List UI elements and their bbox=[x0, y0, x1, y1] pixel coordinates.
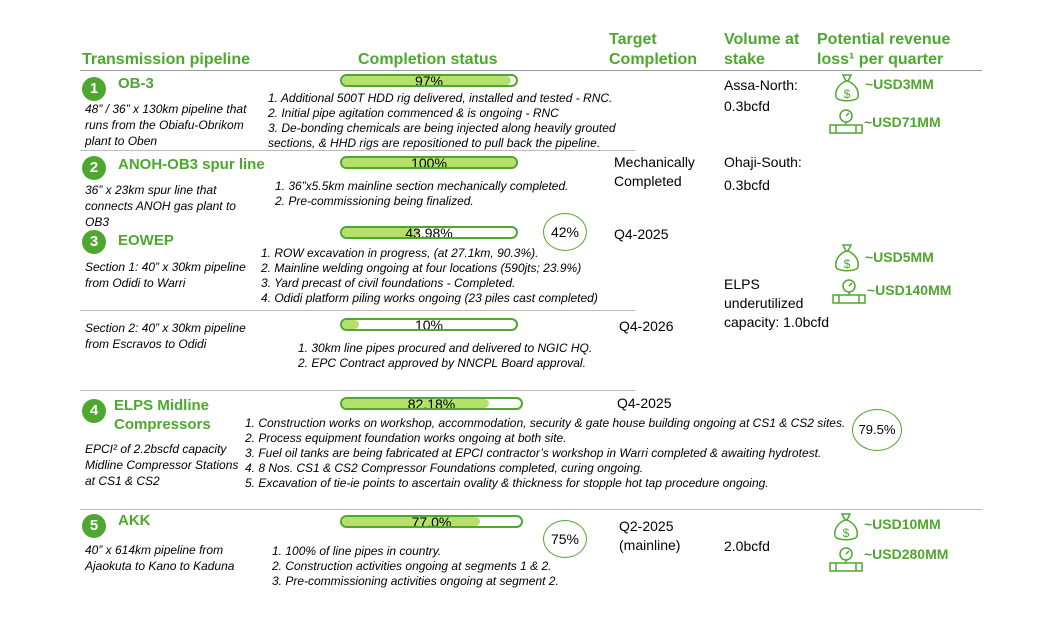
row-number-badge: 1 bbox=[82, 77, 106, 101]
header-target: Target Completion bbox=[609, 31, 697, 68]
detail-item: 1. 36”x5.5km mainline section mechanically completed. bbox=[275, 179, 569, 193]
detail-item: 2. EPC Contract approved by NNCPL Board approval. bbox=[298, 356, 586, 370]
pipeline-description: 40” x 614km pipeline from Ajaokuta to Kano to Kaduna bbox=[85, 543, 235, 573]
overall-progress-circle: 75% bbox=[543, 520, 587, 558]
detail-item: 3. Yard precast of civil foundations - Completed. bbox=[261, 276, 516, 290]
gas-valve-icon bbox=[828, 108, 864, 136]
pipeline-description: 36” x 23km spur line that connects ANOH gas plant to OB3 bbox=[85, 183, 236, 229]
loss-gas-value: ~USD280MM bbox=[864, 546, 949, 562]
volume-line: 0.3bcfd bbox=[724, 177, 770, 193]
progress-percent: 82.18% bbox=[407, 397, 456, 410]
pipeline-description: 48” / 36” x 130km pipeline that runs from the Obiafu-Obrikom plant to Oben bbox=[85, 102, 247, 148]
loss-money-value: ~USD3MM bbox=[865, 76, 934, 92]
pipeline-title: ELPS Midline Compressors bbox=[114, 397, 211, 433]
target-line: Q2-2025 bbox=[619, 518, 674, 534]
detail-item: 2. Mainline welding ongoing at four locations (590jts; 23.9%) bbox=[261, 261, 582, 275]
volume-value: 2.0bcfd bbox=[724, 538, 770, 554]
header-pipeline: Transmission pipeline bbox=[82, 51, 251, 68]
progress-percent: 100% bbox=[411, 156, 447, 169]
header-status: Completion status bbox=[358, 51, 498, 68]
progress-bar bbox=[340, 156, 518, 169]
header-rule bbox=[80, 70, 982, 71]
detail-item: 2. Construction activities ongoing at segments 1 & 2. bbox=[272, 559, 552, 573]
pipeline-title: ANOH-OB3 spur line bbox=[118, 156, 265, 173]
target-line: (mainline) bbox=[619, 537, 681, 553]
detail-item: 2. Initial pipe agitation commenced & is ongoing - RNC bbox=[268, 106, 559, 120]
overall-progress-circle: 42% bbox=[543, 213, 587, 251]
detail-item: 4. Odidi platform piling works ongoing (23 piles cast completed) bbox=[261, 291, 598, 305]
detail-item: 5. Excavation of tie-ie points to ascertain ovality & thickness for stopple hot tap procedure ongoing. bbox=[245, 476, 769, 490]
status-details bbox=[261, 246, 598, 306]
volume-line: underutilized bbox=[724, 295, 804, 311]
progress-bar bbox=[340, 397, 523, 410]
pipeline-title: EOWEP bbox=[118, 232, 174, 249]
header-volume: Volume at stake bbox=[724, 31, 800, 68]
svg-text:$: $ bbox=[842, 526, 850, 540]
detail-item: 2. Pre-commissioning being finalized. bbox=[275, 194, 474, 208]
target-completion: Q4-2025 bbox=[617, 395, 672, 411]
volume-line: Assa-North: bbox=[724, 77, 798, 93]
row-divider bbox=[80, 509, 982, 510]
detail-item: 2. Process equipment foundation works ongoing at both site. bbox=[245, 431, 567, 445]
row-number-badge: 3 bbox=[82, 230, 106, 254]
row-divider bbox=[80, 390, 635, 391]
detail-item: 1. 100% of line pipes in country. bbox=[272, 544, 442, 558]
progress-bar bbox=[340, 226, 518, 239]
pipeline-title: OB-3 bbox=[118, 75, 154, 92]
target-completion: Q4-2025 bbox=[614, 226, 669, 242]
progress-percent: 43.98% bbox=[405, 226, 453, 239]
target-completion bbox=[619, 517, 680, 555]
progress-percent: 77.0% bbox=[411, 515, 452, 528]
pipeline-description: Section 2: 40” x 30km pipeline from Escravos to Odidi bbox=[85, 321, 246, 351]
money-bag-icon bbox=[833, 242, 861, 274]
money-bag-icon bbox=[833, 72, 861, 104]
progress-bar bbox=[340, 515, 523, 528]
detail-item: 3. De-bonding chemicals are being injected along heavily grouted sections, & HHD rigs are repositioned to pull back the pipeline. bbox=[268, 121, 616, 150]
volume-line: capacity: 1.0bcfd bbox=[724, 314, 830, 330]
svg-text:$: $ bbox=[843, 87, 851, 101]
status-details bbox=[275, 179, 568, 209]
elps-volume bbox=[724, 275, 844, 332]
volume-line: Ohaji-South: bbox=[724, 154, 802, 170]
target-completion: Q4-2026 bbox=[619, 318, 674, 334]
progress-percent: 10% bbox=[414, 318, 444, 331]
status-details bbox=[298, 341, 592, 371]
money-bag-icon bbox=[832, 511, 860, 543]
pipeline-description: Section 1: 40” x 30km pipeline from Odidi to Warri bbox=[85, 260, 246, 290]
volume-line: 0.3bcfd bbox=[724, 98, 770, 114]
progress-percent: 97% bbox=[414, 74, 444, 87]
detail-item: 4. 8 Nos. CS1 & CS2 Compressor Foundations completed, curing ongoing. bbox=[245, 461, 644, 475]
detail-item: 1. 30km line pipes procured and delivered to NGIC HQ. bbox=[298, 341, 593, 355]
detail-item: 1. ROW excavation in progress, (at 27.1km, 90.3%). bbox=[261, 246, 539, 260]
detail-item: 1. Construction works on workshop, accommodation, security & gate house building ongoing at CS1 & CS2 sites. bbox=[245, 416, 846, 430]
row-divider bbox=[80, 150, 635, 151]
row-number-badge: 4 bbox=[82, 399, 106, 423]
detail-item: 3. Pre-commissioning activities ongoing at segment 2. bbox=[272, 574, 559, 588]
progress-bar bbox=[340, 74, 518, 87]
gas-valve-icon bbox=[828, 546, 864, 574]
row-number-badge: 5 bbox=[82, 514, 106, 538]
gas-valve-icon bbox=[831, 278, 867, 306]
row-number-badge: 2 bbox=[82, 156, 106, 180]
pipeline-title: AKK bbox=[118, 512, 151, 529]
detail-item: 3. Fuel oil tanks are being fabricated at EPCI contractor’s workshop in Warri completed & awaiting hydrotest. bbox=[245, 446, 822, 460]
pipeline-description: EPCI² of 2.2bscfd capacity Midline Compressor Stations at CS1 & CS2 bbox=[85, 442, 239, 488]
loss-money-value: ~USD5MM bbox=[865, 249, 934, 265]
header-loss: Potential revenue loss¹ per quarter bbox=[817, 31, 951, 68]
volume-line: ELPS bbox=[724, 276, 760, 292]
status-details bbox=[272, 544, 559, 589]
loss-gas-value: ~USD71MM bbox=[864, 114, 941, 130]
svg-text:$: $ bbox=[843, 257, 851, 271]
status-details bbox=[245, 416, 850, 491]
loss-gas-value: ~USD140MM bbox=[867, 282, 952, 298]
progress-bar bbox=[340, 318, 518, 331]
status-details bbox=[268, 91, 618, 151]
target-completion: Mechanically Completed bbox=[614, 154, 695, 189]
row-divider bbox=[80, 310, 635, 311]
detail-item: 1. Additional 500T HDD rig delivered, installed and tested - RNC. bbox=[268, 91, 613, 105]
overall-progress-circle: 79.5% bbox=[852, 409, 902, 451]
loss-money-value: ~USD10MM bbox=[864, 516, 941, 532]
